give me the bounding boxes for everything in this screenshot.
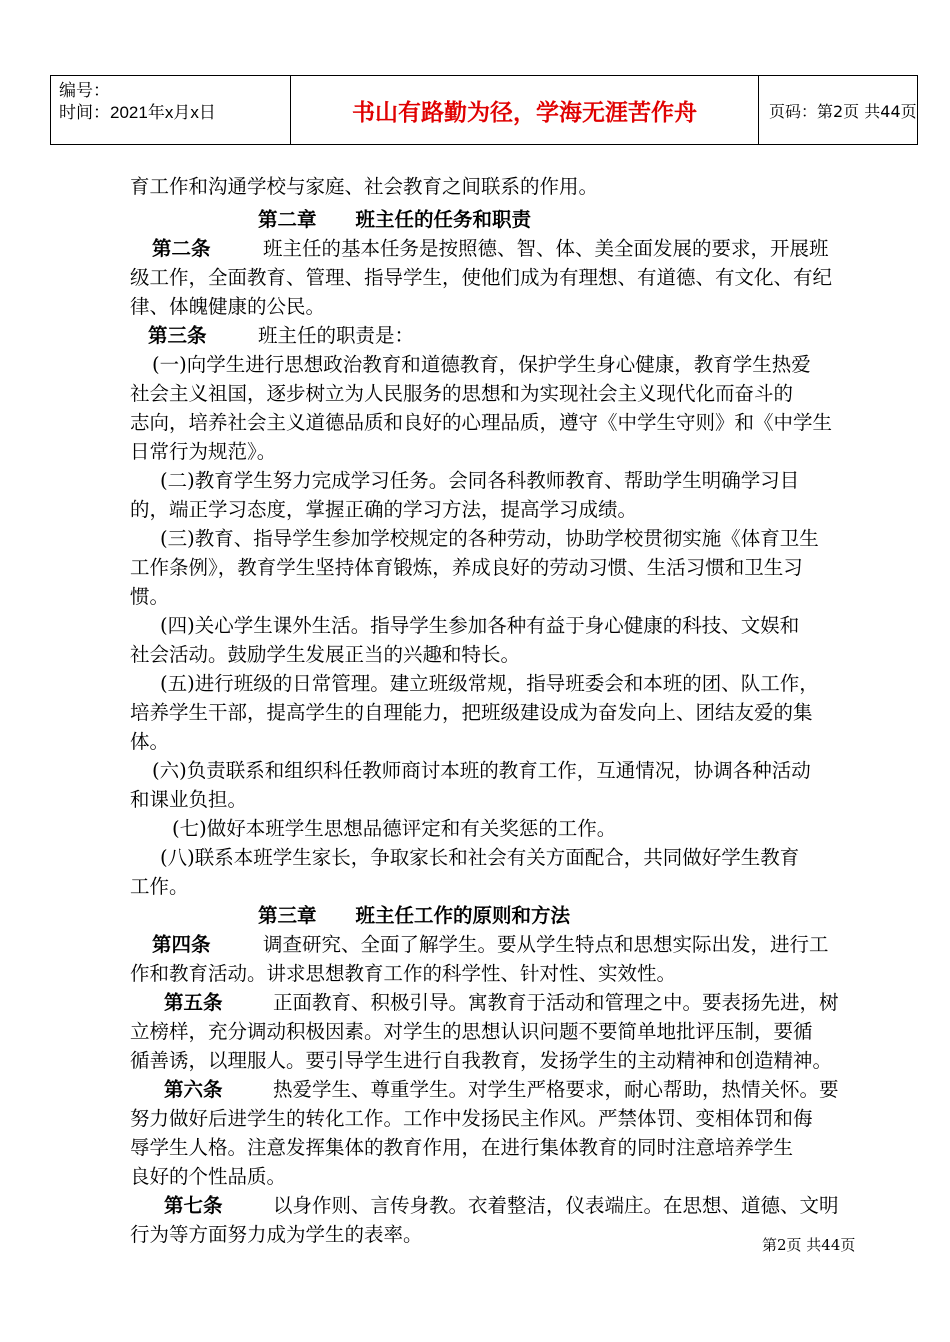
chapter-heading: 第二章 班主任的任务和职责 [258, 208, 532, 231]
text-line: (三)教育、指导学生参加学校规定的各种劳动，协助学校贯彻实施《体育卫生 [160, 527, 819, 550]
text-line: 循善诱，以理服人。要引导学生进行自我教育，发扬学生的主动精神和创造精神。 [130, 1049, 833, 1072]
text-line: 辱学生人格。注意发挥集体的教育作用，在进行集体教育的同时注意培养学生 [130, 1136, 794, 1159]
text-line: 工作条例》，教育学生坚持体育锻炼，养成良好的劳动习惯、生活习惯和卫生习 [130, 556, 803, 579]
text-line: 班主任的职责是： [258, 324, 415, 347]
text-line: (六)负责联系和组织科任教师商讨本班的教育工作，互通情况，协调各种活动 [152, 759, 811, 782]
text-line: 作和教育活动。讲求思想教育工作的科学性、针对性、实效性。 [130, 962, 677, 985]
text-line: (七)做好本班学生思想品德评定和有关奖惩的工作。 [172, 817, 617, 840]
article-title: 第三条 [148, 324, 207, 347]
text-line: 惯。 [130, 585, 170, 608]
text-line: 和课业负担。 [130, 788, 248, 811]
header-page-label: 页码：第2页 共44页 [769, 101, 917, 121]
article-title: 第六条 [164, 1078, 223, 1101]
text-line: 的，端正学习态度，掌握正确的学习方法，提高学习成绩。 [130, 498, 638, 521]
text-line: 级工作，全面教育、管理、指导学生，使他们成为有理想、有道德、有文化、有纪 [130, 266, 833, 289]
article-title: 第四条 [152, 933, 211, 956]
text-line: 社会主义祖国，逐步树立为人民服务的思想和为实现社会主义现代化而奋斗的 [130, 382, 794, 405]
text-line: (二)教育学生努力完成学习任务。会同各科教师教育、帮助学生明确学习目 [160, 469, 800, 492]
text-line: 社会活动。鼓励学生发展正当的兴趣和特长。 [130, 643, 521, 666]
text-line: (八)联系本班学生家长，争取家长和社会有关方面配合，共同做好学生教育 [160, 846, 800, 869]
article-title: 第二条 [152, 237, 211, 260]
time-label: 时间：2021年x月x日 [59, 103, 216, 122]
text-line: 调查研究、全面了解学生。要从学生特点和思想实际出发，进行工 [263, 933, 829, 956]
text-line: 立榜样，充分调动积极因素。对学生的思想认识问题不要简单地批评压制，要循 [130, 1020, 813, 1043]
page-footer: 第2页 共44页 [762, 1236, 856, 1254]
text-line: 工作。 [130, 875, 189, 898]
chapter-heading: 第三章 班主任工作的原则和方法 [258, 904, 571, 927]
header-motto: 书山有路勤为径，学海无涯苦作舟 [291, 76, 759, 144]
article-title: 第七条 [164, 1194, 223, 1217]
header-meta [51, 76, 291, 144]
text-line: 日常行为规范》。 [130, 440, 277, 463]
text-line: 志向，培养社会主义道德品质和良好的心理品质，遵守《中学生守则》和《中学生 [130, 411, 833, 434]
text-line: (四)关心学生课外生活。指导学生参加各种有益于身心健康的科技、文娱和 [160, 614, 800, 637]
text-line: 努力做好后进学生的转化工作。工作中发扬民主作风。严禁体罚、变相体罚和侮 [130, 1107, 813, 1130]
text-line: 以身作则、言传身教。衣着整洁，仪表端庄。在思想、道德、文明 [273, 1194, 839, 1217]
text-line: 育工作和沟通学校与家庭、社会教育之间联系的作用。 [130, 175, 599, 198]
text-line: 律、体魄健康的公民。 [130, 295, 326, 318]
page-header [50, 75, 918, 145]
text-line: 行为等方面努力成为学生的表率。 [130, 1223, 423, 1246]
text-line: (五)进行班级的日常管理。建立班级常规，指导班委会和本班的团、队工作， [160, 672, 819, 695]
text-line: 班主任的基本任务是按照德、智、体、美全面发展的要求，开展班 [263, 237, 829, 260]
article-title: 第五条 [164, 991, 223, 1014]
text-line: 正面教育、积极引导。寓教育于活动和管理之中。要表扬先进，树 [273, 991, 839, 1014]
text-line: 良好的个性品质。 [130, 1165, 287, 1188]
text-line: 培养学生干部，提高学生的自理能力，把班级建设成为奋发向上、团结友爱的集 [130, 701, 813, 724]
number-label: 编号： [59, 81, 110, 100]
text-line: 热爱学生、尊重学生。对学生严格要求，耐心帮助，热情关怀。要 [273, 1078, 839, 1101]
text-line: 体。 [130, 730, 170, 753]
text-line: (一)向学生进行思想政治教育和道德教育，保护学生身心健康，教育学生热爱 [152, 353, 811, 376]
